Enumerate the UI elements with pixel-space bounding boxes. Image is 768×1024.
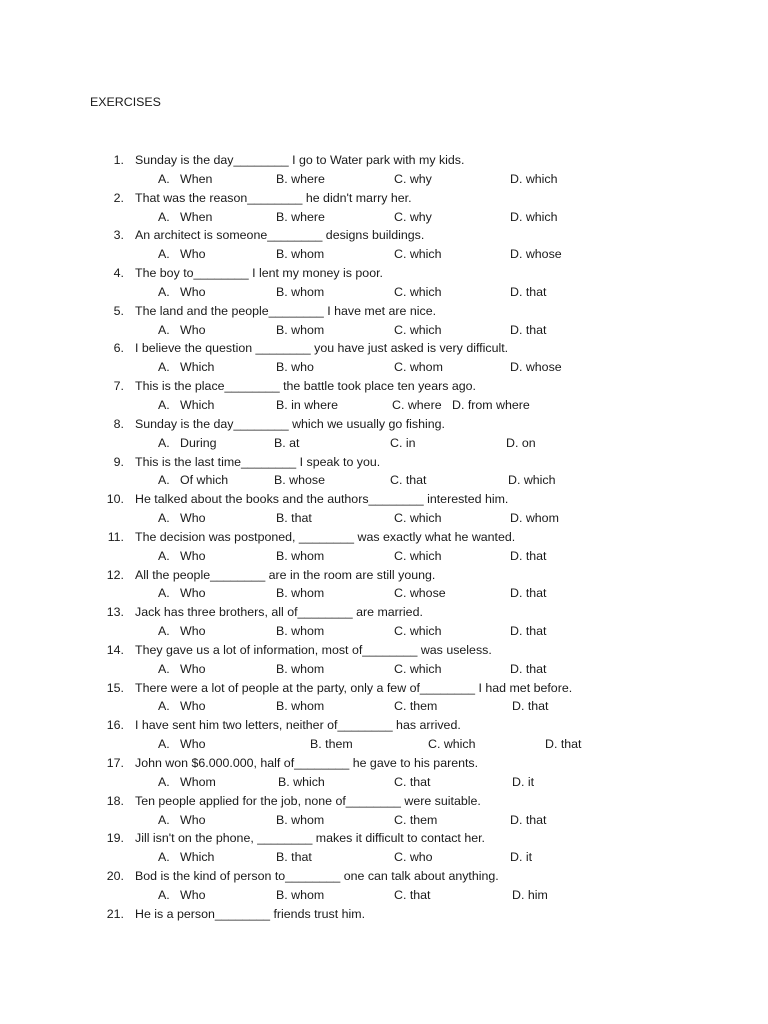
- question-item: [0, 189, 768, 208]
- option-c: C. that: [394, 774, 431, 789]
- option-d: D. which: [508, 473, 556, 488]
- option-b: B. whom: [276, 812, 325, 827]
- question-number: 2.: [113, 190, 124, 205]
- option-a-marker: A.: [158, 699, 170, 714]
- answer-options: [0, 245, 768, 264]
- option-b: B. whom: [276, 247, 325, 262]
- question-text: Sunday is the day________ I go to Water park with my kids.: [135, 153, 465, 167]
- option-b: B. whom: [276, 887, 325, 902]
- question-item: [0, 867, 768, 886]
- question-item: [0, 226, 768, 245]
- question-number: 20.: [106, 869, 124, 884]
- answer-options: [0, 697, 768, 716]
- question-item: [0, 603, 768, 622]
- option-c: C. which: [394, 511, 442, 526]
- question-text: They gave us a lot of information, most of________ was useless.: [135, 642, 492, 657]
- question-number: 1.: [113, 153, 124, 167]
- option-d: D. that: [545, 737, 582, 752]
- option-b: B. whose: [274, 473, 325, 488]
- option-d: D. that: [510, 322, 547, 337]
- option-b: B. where: [276, 171, 325, 186]
- question-text: There were a lot of people at the party, only a few of________ I had met before.: [135, 680, 573, 695]
- option-a: Who: [180, 661, 206, 676]
- option-a-marker: A.: [158, 548, 170, 563]
- question-number: 6.: [113, 341, 124, 356]
- question-text: The decision was postponed, ________ was exactly what he wanted.: [135, 529, 516, 544]
- question-number: 8.: [113, 416, 124, 431]
- question-item: [0, 377, 768, 396]
- option-d: D. it: [510, 850, 533, 865]
- option-a: Who: [180, 548, 206, 563]
- option-a-marker: A.: [158, 284, 170, 299]
- option-a: Who: [180, 586, 206, 601]
- question-text: The boy to________ I lent my money is poor.: [135, 266, 383, 281]
- option-d: D. that: [510, 812, 547, 827]
- question-item: [0, 528, 768, 547]
- question-text: John won $6.000.000, half of________ he gave to his parents.: [135, 756, 479, 770]
- question-text: Jack has three brothers, all of________ are married.: [135, 605, 423, 620]
- question-text: He talked about the books and the authors________ interested him.: [135, 492, 509, 507]
- answer-options: [0, 848, 768, 867]
- answer-options: [0, 622, 768, 641]
- question-item: [0, 490, 768, 509]
- question-number: 19.: [106, 831, 124, 846]
- option-d: D. whom: [510, 511, 559, 526]
- option-c: C. which: [394, 624, 442, 639]
- option-d: D. from where: [452, 397, 530, 412]
- question-number: 17.: [106, 756, 124, 770]
- answer-options: [0, 509, 768, 528]
- option-c: C. which: [428, 737, 476, 752]
- question-item: [0, 264, 768, 283]
- option-a-marker: A.: [158, 812, 170, 827]
- option-c: C. why: [394, 209, 432, 224]
- answer-options: [0, 283, 768, 302]
- question-list: [0, 151, 768, 924]
- option-c: C. that: [390, 473, 427, 488]
- option-a-marker: A.: [158, 887, 170, 902]
- question-text: Bod is the kind of person to________ one can talk about anything.: [135, 869, 499, 884]
- option-a-marker: A.: [158, 322, 170, 337]
- option-d: D. that: [510, 661, 547, 676]
- question-item: [0, 339, 768, 358]
- option-a-marker: A.: [158, 850, 170, 865]
- option-a: Who: [180, 887, 206, 902]
- question-number: 3.: [113, 228, 124, 243]
- option-b: B. at: [274, 435, 300, 450]
- option-c: C. them: [394, 812, 438, 827]
- option-a: Who: [180, 284, 206, 299]
- option-a-marker: A.: [158, 586, 170, 601]
- question-number: 11.: [107, 529, 124, 544]
- option-a-marker: A.: [158, 624, 170, 639]
- option-c: C. them: [394, 699, 438, 714]
- question-item: [0, 905, 768, 924]
- option-b: B. whom: [276, 586, 325, 601]
- option-d: D. which: [510, 171, 558, 186]
- question-text: An architect is someone________ designs buildings.: [135, 228, 425, 243]
- option-c: C. which: [394, 322, 442, 337]
- question-text: I believe the question ________ you have just asked is very difficult.: [135, 341, 509, 356]
- option-c: C. in: [390, 435, 416, 450]
- answer-options: [0, 811, 768, 830]
- answer-options: [0, 584, 768, 603]
- question-text: This is the last time________ I speak to you.: [135, 454, 381, 469]
- question-text: The land and the people________ I have met are nice.: [135, 303, 437, 318]
- option-b: B. whom: [276, 699, 325, 714]
- option-a: Who: [180, 511, 206, 526]
- question-text: He is a person________ friends trust him.: [135, 906, 366, 921]
- question-text: Ten people applied for the job, none of________ were suitable.: [135, 793, 481, 808]
- question-text: That was the reason________ he didn't marry her.: [135, 190, 412, 205]
- option-c: C. which: [394, 661, 442, 676]
- question-text: Jill isn't on the phone, ________ makes it difficult to contact her.: [135, 831, 485, 846]
- question-number: 14.: [106, 642, 124, 657]
- option-d: D. whose: [510, 360, 562, 375]
- question-item: [0, 453, 768, 472]
- question-item: [0, 415, 768, 434]
- answer-options: [0, 471, 768, 490]
- question-number: 18.: [106, 793, 124, 808]
- option-a: Who: [180, 699, 206, 714]
- question-item: [0, 754, 768, 773]
- option-a: When: [180, 209, 213, 224]
- option-a: Whom: [180, 774, 216, 789]
- option-c: C. where: [392, 397, 442, 412]
- question-item: [0, 151, 768, 170]
- answer-options: [0, 886, 768, 905]
- option-a: When: [180, 171, 213, 186]
- question-text: All the people________ are in the room are still young.: [135, 567, 436, 582]
- question-number: 12.: [106, 567, 124, 582]
- option-d: D. that: [510, 284, 547, 299]
- question-number: 10.: [106, 492, 124, 507]
- question-item: [0, 679, 768, 698]
- option-a: Which: [180, 850, 215, 865]
- answer-options: [0, 660, 768, 679]
- option-c: C. that: [394, 887, 431, 902]
- answer-options: [0, 396, 768, 415]
- option-b: B. them: [310, 737, 353, 752]
- option-c: C. which: [394, 548, 442, 563]
- answer-options: [0, 321, 768, 340]
- answer-options: [0, 773, 768, 792]
- option-b: B. whom: [276, 548, 325, 563]
- option-d: D. on: [506, 435, 536, 450]
- option-d: D. that: [512, 699, 549, 714]
- option-b: B. whom: [276, 661, 325, 676]
- option-c: C. which: [394, 247, 442, 262]
- option-a: Who: [180, 812, 206, 827]
- option-a-marker: A.: [158, 774, 170, 789]
- question-number: 5.: [113, 303, 124, 318]
- question-number: 7.: [113, 379, 124, 394]
- option-a: Who: [180, 624, 206, 639]
- question-number: 15.: [106, 680, 124, 695]
- question-number: 4.: [113, 266, 124, 281]
- question-text: This is the place________ the battle took place ten years ago.: [135, 379, 476, 394]
- option-a-marker: A.: [158, 171, 170, 186]
- answer-options: [0, 208, 768, 227]
- answer-options: [0, 358, 768, 377]
- option-b: B. whom: [276, 322, 325, 337]
- question-number: 13.: [106, 605, 124, 620]
- question-item: [0, 716, 768, 735]
- option-b: B. who: [276, 360, 314, 375]
- option-b: B. whom: [276, 624, 325, 639]
- question-text: I have sent him two letters, neither of________ has arrived.: [135, 718, 461, 733]
- question-item: [0, 641, 768, 660]
- option-c: C. why: [394, 171, 432, 186]
- option-a: Of which: [180, 473, 229, 488]
- option-a-marker: A.: [158, 661, 170, 676]
- question-item: [0, 566, 768, 585]
- option-d: D. that: [510, 624, 547, 639]
- question-number: 9.: [113, 454, 124, 469]
- option-b: B. in where: [276, 397, 338, 412]
- option-a-marker: A.: [158, 511, 170, 526]
- page-title: EXERCISES: [90, 95, 161, 109]
- option-d: D. that: [510, 548, 547, 563]
- option-d: D. that: [510, 586, 547, 601]
- option-a: Who: [180, 322, 206, 337]
- answer-options: [0, 434, 768, 453]
- option-b: B. which: [278, 774, 325, 789]
- option-a: Which: [180, 360, 215, 375]
- answer-options: [0, 547, 768, 566]
- question-text: Sunday is the day________ which we usually go fishing.: [135, 416, 445, 431]
- option-d: D. it: [512, 774, 535, 789]
- question-number: 16.: [106, 718, 124, 733]
- option-d: D. which: [510, 209, 558, 224]
- option-c: C. whom: [394, 360, 443, 375]
- question-item: [0, 829, 768, 848]
- option-c: C. who: [394, 850, 433, 865]
- option-a: Which: [180, 397, 215, 412]
- option-d: D. whose: [510, 247, 562, 262]
- question-item: [0, 302, 768, 321]
- question-item: [0, 792, 768, 811]
- option-b: B. that: [276, 850, 312, 865]
- option-c: C. which: [394, 284, 442, 299]
- question-number: 21.: [106, 906, 124, 921]
- option-c: C. whose: [394, 586, 446, 601]
- answer-options: [0, 735, 768, 754]
- option-b: B. that: [276, 511, 312, 526]
- option-d: D. him: [512, 887, 548, 902]
- option-b: B. whom: [276, 284, 325, 299]
- option-a-marker: A.: [158, 737, 170, 752]
- option-a: Who: [180, 737, 206, 752]
- option-a: Who: [180, 247, 206, 262]
- answer-options: [0, 170, 768, 189]
- option-a-marker: A.: [158, 360, 170, 375]
- option-a: During: [180, 435, 217, 450]
- option-b: B. where: [276, 209, 325, 224]
- option-a-marker: A.: [158, 435, 170, 450]
- option-a-marker: A.: [158, 473, 170, 488]
- option-a-marker: A.: [158, 209, 170, 224]
- option-a-marker: A.: [158, 397, 170, 412]
- option-a-marker: A.: [158, 247, 170, 262]
